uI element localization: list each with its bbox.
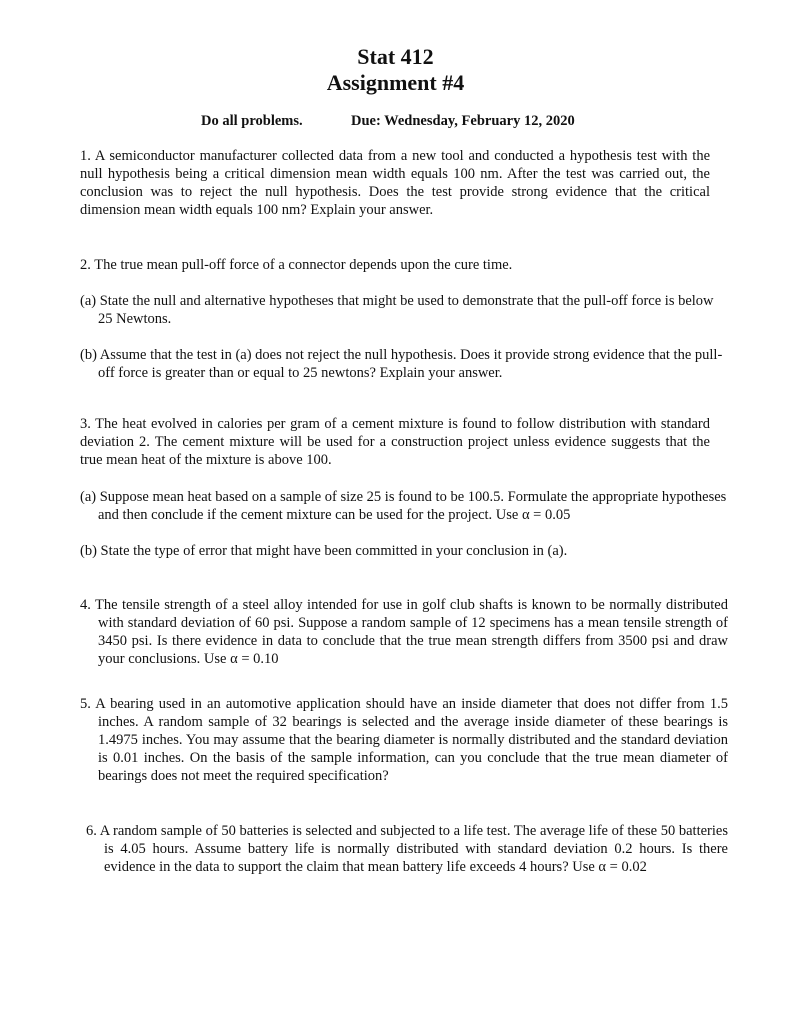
problem-3a: (a) Suppose mean heat based on a sample of size 25 is found to be 100.5. Formulate the appropriate hypotheses and then conclude if the cement mixture can be used for the project. Use α = 0.05	[80, 489, 727, 523]
problem-2: 2. The true mean pull-off force of a connector depends upon the cure time.	[80, 257, 513, 273]
problem-5: 5. A bearing used in an automotive application should have an inside diameter that does not differ from 1.5 inches. A random sample of 32 bearings is selected and the average inside diameter of these bearings is 1.4975 inches. You may assume that the bearing diameter is normally distributed and the standard deviation is 0.01 inches. On the basis of the sample information, can you conclude that the true mean diameter of bearings does not meet the required specification?	[80, 696, 728, 784]
due-date: Due: Wednesday, February 12, 2020	[351, 113, 575, 129]
problem-3: 3. The heat evolved in calories per gram of a cement mixture is found to follow distribution with standard deviation 2. The cement mixture will be used for a construction project unless evidence suggests that the true mean heat of the mixture is above 100.	[80, 416, 710, 468]
assignment-title: Assignment #4	[326, 70, 465, 95]
problem-2b: (b) Assume that the test in (a) does not reject the null hypothesis. Does it provide strong evidence that the pull-off force is greater than or equal to 25 newtons? Explain your answer.	[80, 347, 723, 381]
problem-6: 6. A random sample of 50 batteries is selected and subjected to a life test. The average life of these 50 batteries is 4.05 hours. Assume battery life is normally distributed with standard deviation 0.2 hours. Is there evidence in the data to support the claim that mean battery life exceeds 4 hours? Use α = 0.02	[86, 823, 728, 875]
problem-1: 1. A semiconductor manufacturer collected data from a new tool and conducted a hypothesis test with the null hypothesis being a critical dimension mean width equals 100 nm. After the test was carried out, the conclusion was to reject the null hypothesis. Does the test provide strong evidence that the critical dimension mean width equals 100 nm? Explain your answer.	[80, 148, 710, 218]
instructions-text: Do all problems.	[201, 113, 303, 129]
problem-2a: (a) State the null and alternative hypotheses that might be used to demonstrate that the pull-off force is below 25 Newtons.	[80, 293, 714, 327]
problem-4: 4. The tensile strength of a steel alloy intended for use in golf club shafts is known to be normally distributed with standard deviation of 60 psi. Suppose a random sample of 12 specimens has a mean tensile strength of 3450 psi. Is there evidence in data to conclude that the true mean strength differs from 3500 psi and draw your conclusions. Use α = 0.10	[80, 597, 728, 667]
problem-3b: (b) State the type of error that might have been committed in your conclusion in (a).	[80, 543, 568, 559]
course-title: Stat 412	[357, 44, 434, 69]
